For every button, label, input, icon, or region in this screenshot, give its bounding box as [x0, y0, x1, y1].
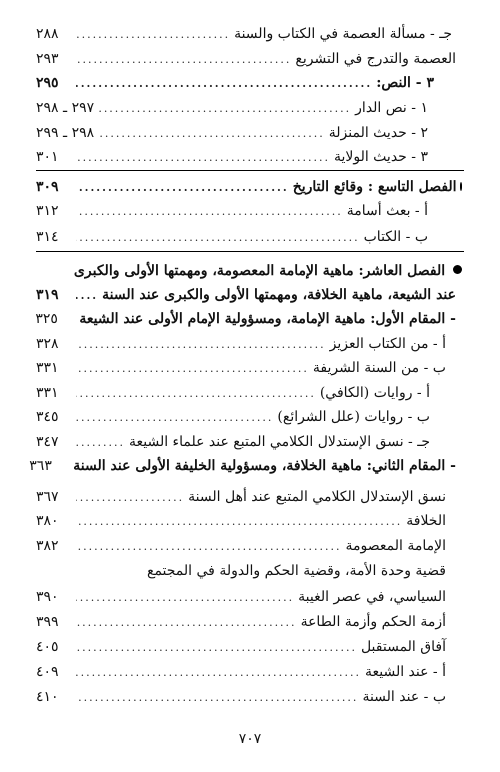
entry-page: ٢٩٧ ـ ٢٩٨	[36, 100, 95, 116]
toc-entry	[36, 431, 430, 453]
leader-dots	[76, 227, 360, 249]
leader-dots	[76, 383, 316, 405]
toc-entry	[36, 586, 446, 608]
entry-page: ٢٩٨ ـ ٢٩٩	[36, 125, 95, 141]
toc-entry	[36, 357, 446, 379]
leader-dots	[76, 147, 330, 169]
leader-dots	[76, 637, 357, 659]
entry-title: ٣ - النص:	[376, 75, 434, 91]
entry-page: ٣٣١	[36, 360, 59, 376]
entry-page: ٣٦٧	[36, 489, 59, 505]
toc-heading-line	[36, 560, 446, 582]
toc-entry	[36, 636, 446, 658]
toc-entry	[36, 535, 446, 557]
entry-title: أ - من الكتاب العزيز	[329, 336, 446, 352]
bullet-icon	[460, 182, 462, 191]
toc-entry	[36, 284, 456, 306]
toc-entry	[36, 146, 428, 168]
page-number: ٧٠٧	[238, 731, 262, 747]
entry-title: ب - روايات (علل الشرائع)	[277, 409, 430, 425]
entry-page: ٣٢٥	[35, 311, 58, 327]
entry-page: ٣٠٩	[36, 179, 59, 195]
leader-dots	[76, 177, 289, 199]
leader-dots	[76, 662, 361, 684]
toc-entry	[36, 72, 434, 94]
entry-title: ٢ - حديث المنزلة	[328, 125, 428, 141]
entry-page: ٢٩٣	[36, 51, 59, 67]
leader-dots	[76, 487, 184, 509]
leader-dots	[76, 612, 297, 634]
entry-page: ٣٢٨	[36, 336, 59, 352]
heading-text: الفصل العاشر: ماهية الإمامة المعصومة، ومهمتها الأولى والكبرى	[73, 263, 446, 279]
entry-title: الفصل التاسع : وقائع التاريخ	[292, 179, 457, 195]
entry-page: ٣١٢	[36, 203, 59, 219]
entry-page: ٣٤٥	[36, 409, 59, 425]
leader-dots	[76, 24, 230, 46]
entry-page: ٣٤٧	[36, 434, 59, 450]
bullet-icon	[453, 265, 462, 274]
entry-title: - المقام الثاني: ماهية الخلافة، ومسؤولية الخليفة الأولى عند السنة	[73, 458, 456, 474]
toc-entry	[36, 333, 446, 355]
entry-title: آفاق المستقبل	[360, 639, 446, 655]
toc-entry	[36, 486, 446, 508]
entry-title: نسق الإستدلال الكلامي المتبع عند أهل السنة	[188, 489, 446, 505]
toc-entry	[36, 226, 428, 248]
toc-entry	[36, 97, 428, 119]
entry-title: أ - بعث أسامة	[346, 203, 428, 219]
leader-dots	[76, 201, 343, 223]
leader-dots	[98, 123, 325, 145]
entry-title: ب - عند السنة	[362, 689, 446, 705]
toc-entry	[36, 122, 428, 144]
leader-dots	[76, 285, 98, 307]
toc-entry	[36, 200, 428, 222]
entry-title: الإمامة المعصومة	[345, 538, 446, 554]
toc-entry	[36, 661, 446, 683]
entry-title: العصمة والتدرج في التشريع	[295, 51, 456, 67]
entry-title: عند الشيعة، ماهية الخلافة، ومهمتها الأولى والكبرى عند السنة	[102, 287, 456, 303]
section-rule	[36, 170, 464, 171]
entry-title: ١ - نص الدار	[355, 100, 428, 116]
entry-title: ب - من السنة الشريفة	[312, 360, 446, 376]
leader-dots	[76, 334, 326, 356]
entry-title: ٣ - حديث الولاية	[333, 149, 428, 165]
heading-text: قضية وحدة الأمة، وقضية الحكم والدولة في المجتمع	[147, 563, 446, 579]
entry-page: ٣٣١	[36, 385, 59, 401]
entry-page: ٣٩٠	[36, 589, 59, 605]
entry-page: ٣٦٣	[29, 458, 52, 474]
leader-dots	[76, 511, 402, 533]
leader-dots	[76, 432, 125, 454]
entry-title: السياسي، في عصر الغيبة	[298, 589, 446, 605]
entry-title: أ - عند الشيعة	[364, 664, 446, 680]
entry-page: ٤٠٩	[36, 664, 59, 680]
entry-title: جـ - مسألة العصمة في الكتاب والسنة	[234, 26, 452, 42]
toc-entry	[36, 308, 456, 330]
toc-entry	[29, 455, 456, 477]
leader-dots	[76, 358, 309, 380]
entry-page: ٤٠٥	[36, 639, 59, 655]
entry-title: أ - روايات (الكافي)	[319, 385, 430, 401]
entry-title: أزمة الحكم وأزمة الطاعة	[300, 614, 446, 630]
leader-dots	[76, 536, 342, 558]
entry-title: ب - الكتاب	[363, 229, 428, 245]
leader-dots	[76, 407, 273, 429]
toc-entry	[36, 23, 452, 45]
entry-title: - المقام الأول: ماهية الإمامة، ومسؤولية الإمام الأولى عند الشيعة	[79, 311, 456, 327]
entry-page: ٣٩٩	[36, 614, 59, 630]
toc-entry	[36, 382, 430, 404]
leader-dots	[76, 49, 291, 71]
entry-page: ٢٨٨	[36, 26, 59, 42]
section-rule	[36, 251, 464, 252]
chapter-heading	[36, 260, 462, 282]
leader-dots	[76, 587, 294, 609]
toc-entry	[36, 510, 446, 532]
toc-entry	[36, 406, 430, 428]
leader-dots	[76, 73, 372, 95]
entry-title: جـ - نسق الإستدلال الكلامي المتبع عند علماء الشيعة	[128, 434, 430, 450]
entry-page: ٢٩٥	[36, 75, 59, 91]
toc-entry	[36, 611, 446, 633]
entry-page: ٣١٩	[36, 287, 59, 303]
leader-dots	[98, 98, 351, 120]
entry-page: ٣٨٠	[36, 513, 59, 529]
entry-page: ٣٠١	[36, 149, 59, 165]
entry-page: ٣٨٢	[36, 538, 59, 554]
toc-entry	[36, 686, 446, 708]
entry-page: ٣١٤	[36, 229, 59, 245]
toc-entry	[36, 48, 456, 70]
toc-chapter-entry	[36, 176, 462, 198]
entry-title: الخلافة	[406, 513, 446, 529]
leader-dots	[76, 687, 358, 709]
entry-page: ٤١٠	[36, 689, 59, 705]
